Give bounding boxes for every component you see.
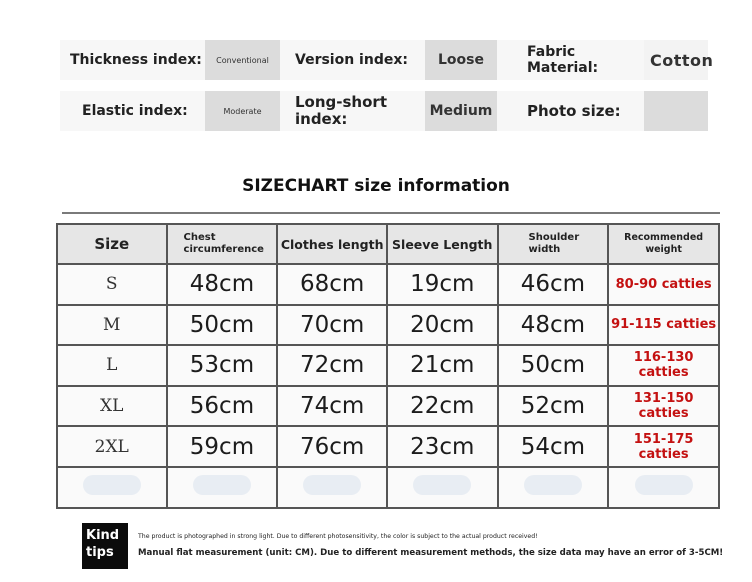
table-row-empty	[57, 467, 719, 508]
empty-cell	[387, 467, 498, 508]
cell-size: 2XL	[57, 426, 167, 467]
thickness-value: Conventional	[205, 40, 280, 80]
cell-sleeve: 23cm	[387, 426, 498, 467]
cell-weight: 80-90 catties	[608, 264, 719, 305]
title-divider	[62, 212, 720, 214]
tip-measurement-note: Manual flat measurement (unit: CM). Due to different measurement methods, the size data may have an error of 3-5CM!	[138, 548, 724, 558]
elastic-label: Elastic index:	[60, 91, 205, 131]
longshort-label-line-1: Long-short	[295, 93, 387, 111]
cell-sleeve: 21cm	[387, 345, 498, 386]
cell-shoulder: 50cm	[498, 345, 609, 386]
faded-placeholder	[635, 475, 693, 495]
cell-chest: 48cm	[167, 264, 278, 305]
longshort-label-line-2: index:	[295, 110, 348, 128]
empty-cell	[57, 467, 167, 508]
header-weight	[608, 224, 719, 264]
tip-photo-note: The product is photographed in strong light. Due to different photosensitivity, the color is subject to the actual product received!	[138, 533, 538, 540]
info-row-2	[60, 91, 708, 131]
empty-cell	[498, 467, 609, 508]
chart-title: SIZECHART size information	[242, 176, 510, 196]
cell-sleeve: 20cm	[387, 305, 498, 346]
cell-chest: 50cm	[167, 305, 278, 346]
thickness-label: Thickness index:	[60, 40, 205, 80]
header-chest	[167, 224, 278, 264]
cell-size: S	[57, 264, 167, 305]
cell-sleeve: 19cm	[387, 264, 498, 305]
cell-weight: 91-115 catties	[608, 305, 719, 346]
header-chest-line-1: Chest	[183, 232, 216, 243]
cell-chest: 53cm	[167, 345, 278, 386]
longshort-value: Medium	[425, 91, 497, 131]
cell-shoulder: 48cm	[498, 305, 609, 346]
table-row	[57, 345, 719, 386]
cell-length: 76cm	[277, 426, 387, 467]
cell-size: M	[57, 305, 167, 346]
version-label: Version index:	[280, 40, 425, 80]
cell-length: 72cm	[277, 345, 387, 386]
fabric-value: Cotton	[644, 40, 708, 80]
fabric-label: Fabric Material:	[497, 40, 644, 80]
cell-size: XL	[57, 386, 167, 427]
version-value: Loose	[425, 40, 497, 80]
faded-placeholder	[524, 475, 582, 495]
cell-shoulder: 46cm	[498, 264, 609, 305]
cell-length: 74cm	[277, 386, 387, 427]
empty-cell	[608, 467, 719, 508]
empty-cell	[167, 467, 278, 508]
header-sleeve-length: Sleeve Length	[387, 224, 498, 264]
cell-weight: 151-175 catties	[608, 426, 719, 467]
header-size: Size	[57, 224, 167, 264]
cell-size: L	[57, 345, 167, 386]
cell-weight: 116-130 catties	[608, 345, 719, 386]
photo-label: Photo size:	[497, 91, 644, 131]
faded-placeholder	[193, 475, 251, 495]
header-weight-line-2: weight	[645, 244, 682, 255]
cell-sleeve: 22cm	[387, 386, 498, 427]
photo-value	[644, 91, 708, 131]
cell-shoulder: 54cm	[498, 426, 609, 467]
faded-placeholder	[303, 475, 361, 495]
header-shoulder-line-1: Shoulder	[528, 232, 580, 243]
faded-placeholder	[83, 475, 141, 495]
empty-cell	[277, 467, 387, 508]
table-row	[57, 264, 719, 305]
faded-placeholder	[413, 475, 471, 495]
elastic-value: Moderate	[205, 91, 280, 131]
kind-tips-label-2: tips	[86, 545, 114, 560]
header-weight-line-1: Recommended	[624, 232, 704, 243]
cell-weight: 131-150 catties	[608, 386, 719, 427]
kind-tips-badge	[82, 523, 128, 569]
table-row	[57, 426, 719, 467]
table-row	[57, 386, 719, 427]
table-header-row	[57, 224, 719, 264]
size-chart-table	[56, 223, 720, 509]
cell-chest: 59cm	[167, 426, 278, 467]
cell-length: 70cm	[277, 305, 387, 346]
kind-tips-label-1: Kind	[86, 528, 120, 543]
cell-length: 68cm	[277, 264, 387, 305]
longshort-label	[280, 91, 425, 131]
header-shoulder	[498, 224, 609, 264]
table-row	[57, 305, 719, 346]
info-row-1	[60, 40, 714, 80]
cell-chest: 56cm	[167, 386, 278, 427]
cell-shoulder: 52cm	[498, 386, 609, 427]
header-chest-line-2: circumference	[183, 244, 264, 255]
header-shoulder-line-2: width	[528, 244, 561, 255]
header-clothes-length: Clothes length	[277, 224, 387, 264]
